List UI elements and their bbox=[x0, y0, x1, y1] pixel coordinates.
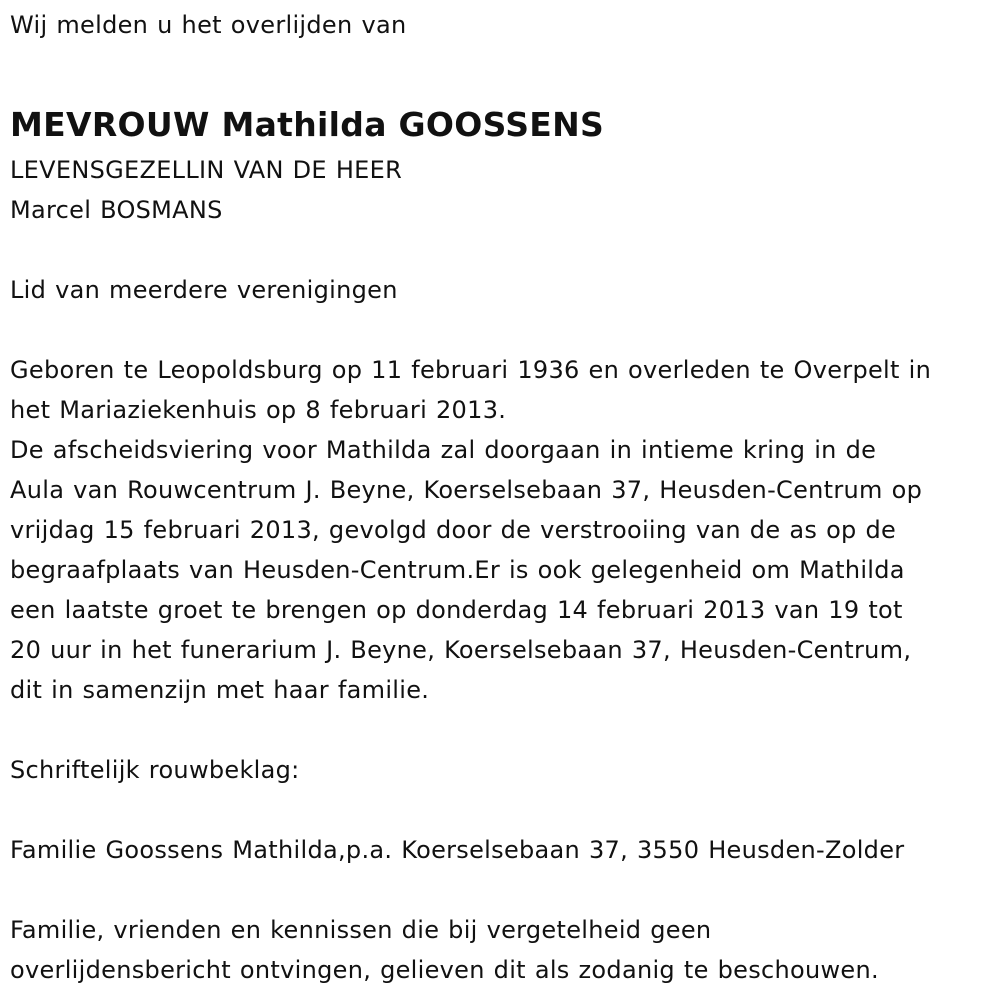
body-line: een laatste groet te brengen op donderdag 14 februari 2013 van 19 tot bbox=[10, 596, 903, 624]
body-line: De afscheidsviering voor Mathilda zal doorgaan in intieme kring in de bbox=[10, 436, 877, 464]
body-line: begraafplaats van Heusden-Centrum.Er is ook gelegenheid om Mathilda bbox=[10, 556, 905, 584]
closing-line: Familie, vrienden en kennissen die bij vergetelheid geen bbox=[10, 916, 712, 944]
body-line: Geboren te Leopoldsburg op 11 februari 1936 en overleden te Overpelt in bbox=[10, 356, 932, 384]
closing-paragraph bbox=[10, 910, 995, 990]
body-line: vrijdag 15 februari 2013, gevolgd door de verstrooiing van de as op de bbox=[10, 516, 897, 544]
death-notice bbox=[10, 0, 995, 990]
membership-text: Lid van meerdere verenigingen bbox=[10, 276, 398, 304]
body-line: het Mariaziekenhuis op 8 februari 2013. bbox=[10, 396, 507, 424]
condolence-heading: Schriftelijk rouwbeklag: bbox=[10, 756, 300, 784]
deceased-name: MEVROUW Mathilda GOOSSENS bbox=[10, 105, 605, 144]
body-paragraph bbox=[10, 350, 995, 710]
closing-line: overlijdensbericht ontvingen, gelieven dit als zodanig te beschouwen. bbox=[10, 956, 879, 984]
partner-line-2: Marcel BOSMANS bbox=[10, 196, 223, 224]
intro-text: Wij melden u het overlijden van bbox=[10, 11, 407, 39]
partner-line-1: LEVENSGEZELLIN VAN DE HEER bbox=[10, 156, 403, 184]
body-line: Aula van Rouwcentrum J. Beyne, Koerselsebaan 37, Heusden-Centrum op bbox=[10, 476, 923, 504]
body-line: 20 uur in het funerarium J. Beyne, Koerselsebaan 37, Heusden-Centrum, bbox=[10, 636, 912, 664]
body-line: dit in samenzijn met haar familie. bbox=[10, 676, 430, 704]
condolence-address: Familie Goossens Mathilda,p.a. Koerselsebaan 37, 3550 Heusden-Zolder bbox=[10, 836, 905, 864]
